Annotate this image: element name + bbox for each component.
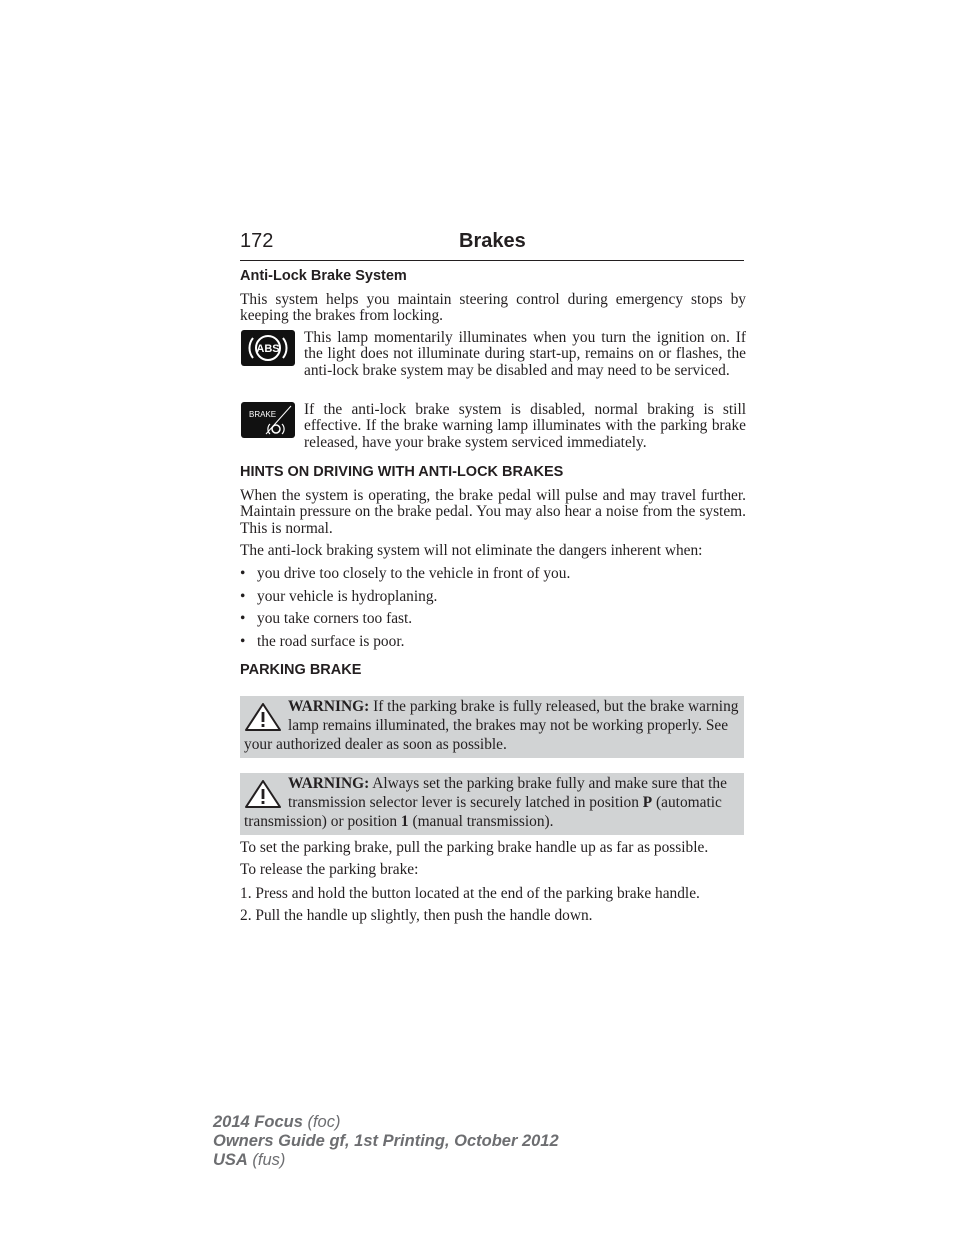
gear-1-label: 1 (400, 813, 409, 830)
warning-triangle-icon (244, 779, 282, 809)
abs-warning-lamp-icon (241, 330, 295, 366)
brake-icon-label: BRAKE (249, 410, 277, 419)
footer-model-code: (foc) (302, 1113, 341, 1131)
footer-guide: Owners Guide gf, 1st Printing, October 2012 (213, 1132, 559, 1150)
brake-warning-lamp-icon (241, 402, 295, 438)
warning-triangle-icon (244, 702, 282, 732)
set-parking-brake-text: To set the parking brake, pull the parking brake handle up as far as possible. (240, 839, 709, 856)
step-item: 1. Press and hold the button located at the end of the parking brake handle. (240, 885, 700, 902)
gear-p-label: P (642, 794, 653, 811)
parking-brake-heading: PARKING BRAKE (240, 662, 362, 678)
warning-box-2 (240, 773, 744, 835)
page-footer (213, 1113, 559, 1170)
hints-paragraph-1: When the system is operating, the brake pedal will pulse and may travel further. Maintain pressure on the brake pedal. You may also hear a noise from the system. This is normal. (240, 487, 746, 537)
warning-text-cont: (automatic transmission) or position (244, 794, 722, 830)
list-item: • you drive too closely to the vehicle in front of you. (240, 565, 571, 582)
release-intro: To release the parking brake: (240, 861, 419, 878)
abs-intro: This system helps you maintain steering control during emergency stops by keeping the brakes from locking. (240, 291, 746, 325)
abs-icon-label: ABS (256, 343, 280, 355)
abs-heading: Anti-Lock Brake System (240, 268, 407, 284)
list-item: • the road surface is poor. (240, 633, 405, 650)
footer-market: USA (213, 1151, 248, 1169)
brake-lamp-paragraph (240, 402, 746, 451)
page-number: 172 (240, 230, 274, 252)
list-item: • you take corners too fast. (240, 610, 413, 627)
warning-text: If the parking brake is fully released, but the brake warning lamp remains illuminated, the brakes may not be working properly. See your authorized dealer as soon as possible. (244, 698, 739, 753)
page-header (240, 226, 744, 261)
brake-lamp-text: If the anti-lock brake system is disabled, normal braking is still effective. If the brake warning lamp illuminates with the parking brake released, have your brake system serviced immediately. (304, 401, 746, 451)
step-item: 2. Pull the handle up slightly, then push the handle down. (240, 907, 593, 924)
warning-label: WARNING: (288, 698, 370, 715)
footer-market-code: (fus) (247, 1151, 286, 1169)
footer-model: 2014 Focus (213, 1113, 303, 1131)
warning-label: WARNING: (288, 775, 370, 792)
abs-lamp-text: This lamp momentarily illuminates when you turn the ignition on. If the light does not illuminate during start-up, remains on or flashes, the anti-lock brake system may be disabled and may need to be serviced. (304, 329, 746, 379)
warning-text: Always set the parking brake fully and make sure that the transmission selector lever is securely latched in position (288, 775, 727, 811)
hints-paragraph-2: The anti-lock braking system will not eliminate the dangers inherent when: (240, 542, 703, 559)
abs-lamp-paragraph (240, 330, 746, 379)
warning-box-1 (240, 696, 744, 758)
list-item: • your vehicle is hydroplaning. (240, 588, 438, 605)
warning-text-end: (manual transmission). (408, 813, 554, 830)
hints-heading: HINTS ON DRIVING WITH ANTI-LOCK BRAKES (240, 464, 564, 480)
chapter-title: Brakes (459, 230, 526, 252)
